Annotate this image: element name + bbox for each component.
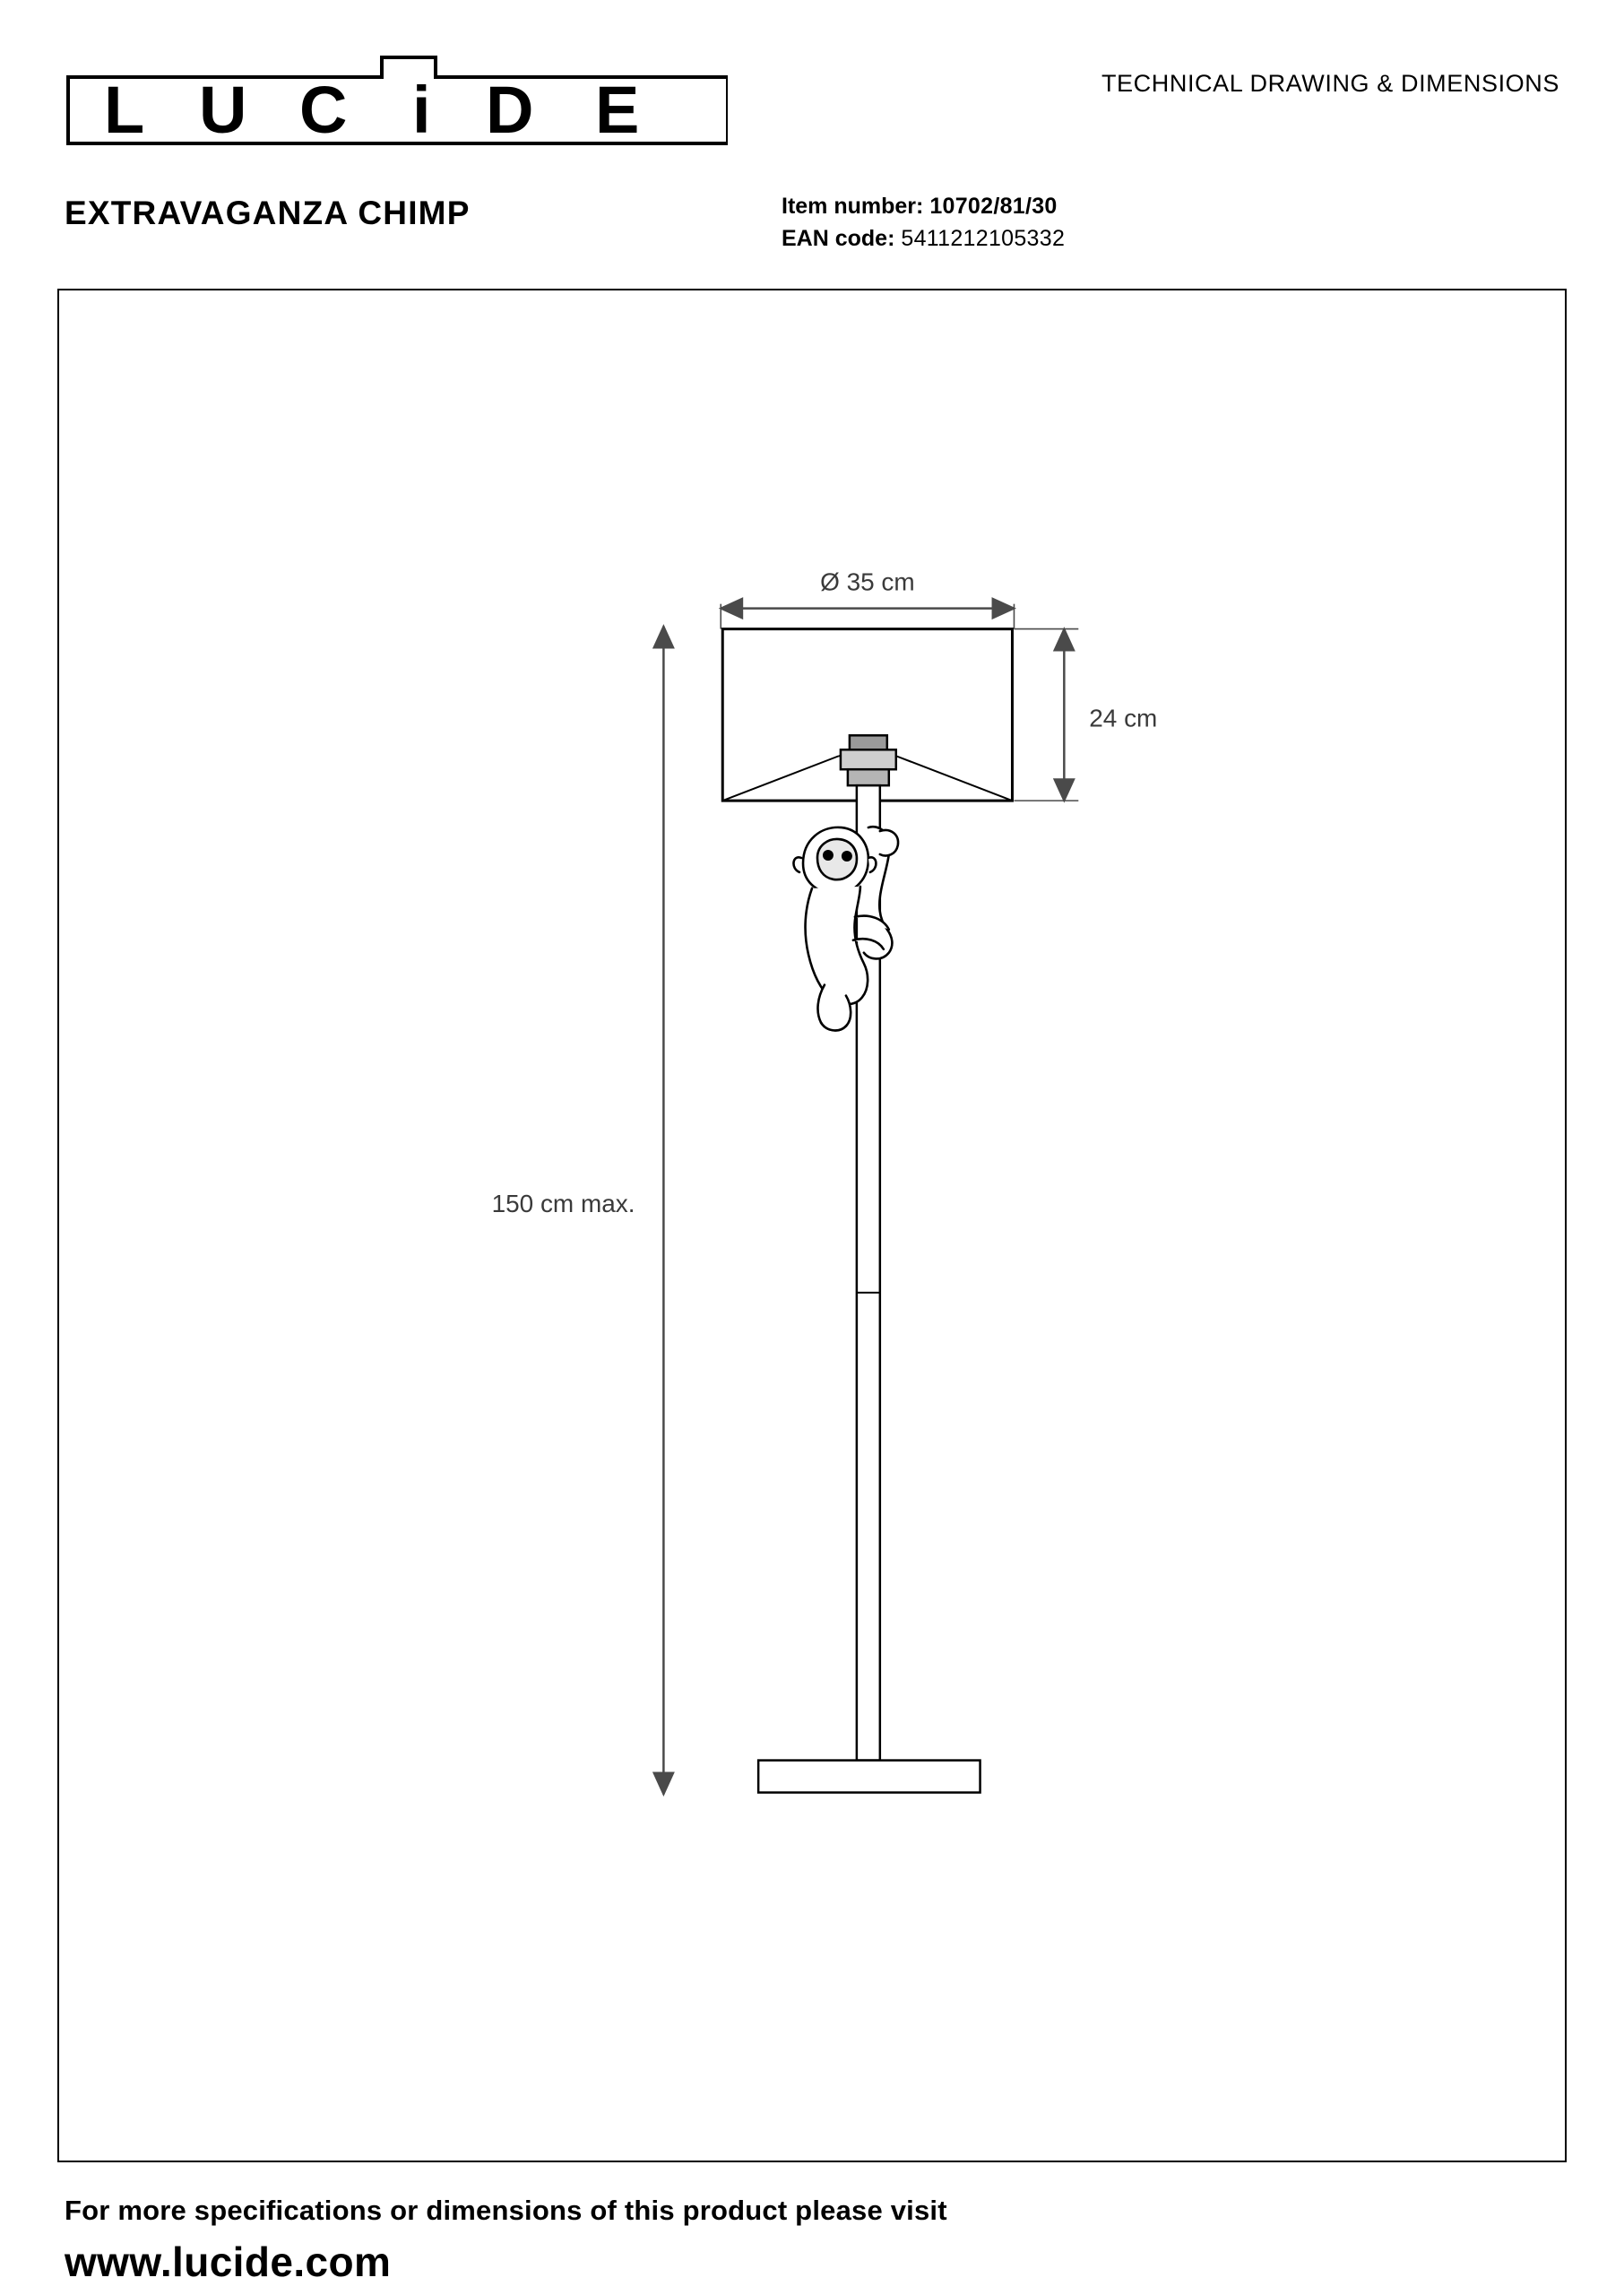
item-number-line: [782, 190, 1065, 222]
page-header: [0, 34, 1624, 151]
floor-lamp-with-chimp-figure: [59, 290, 1565, 2161]
ean-code-label: EAN code: [782, 226, 888, 252]
footer-website-link[interactable]: www.lucide.com: [65, 2239, 392, 2285]
shade-height-dimension-label: 24 cm: [1089, 704, 1158, 732]
item-number-value: 10702/81/30: [929, 194, 1058, 219]
svg-text:C: C: [299, 73, 371, 147]
lucide-logo: [65, 54, 728, 148]
ean-code-separator: :: [887, 226, 895, 252]
svg-text:U: U: [199, 73, 271, 147]
title-row: [65, 190, 1570, 271]
ean-code-line: [782, 222, 1065, 255]
ean-code-value: 5411212105332: [901, 226, 1066, 252]
svg-text:E: E: [595, 73, 663, 147]
item-number-label: Item number:: [782, 194, 924, 219]
footer-specifications-text: For more specifications or dimensions of this product please visit: [65, 2195, 947, 2226]
page-title: EXTRAVAGANZA CHIMP: [65, 195, 471, 231]
page-footer: [65, 2195, 1570, 2286]
svg-text:i: i: [412, 73, 454, 147]
svg-text:L: L: [104, 73, 168, 147]
diameter-dimension-label: Ø 35 cm: [820, 567, 915, 596]
svg-text:D: D: [486, 73, 557, 147]
product-meta: [782, 190, 1065, 255]
header-technical-drawing-label: TECHNICAL DRAWING & DIMENSIONS: [1101, 70, 1559, 97]
technical-drawing-frame: [57, 289, 1567, 2162]
total-height-dimension-label: 150 cm max.: [491, 1190, 635, 1218]
